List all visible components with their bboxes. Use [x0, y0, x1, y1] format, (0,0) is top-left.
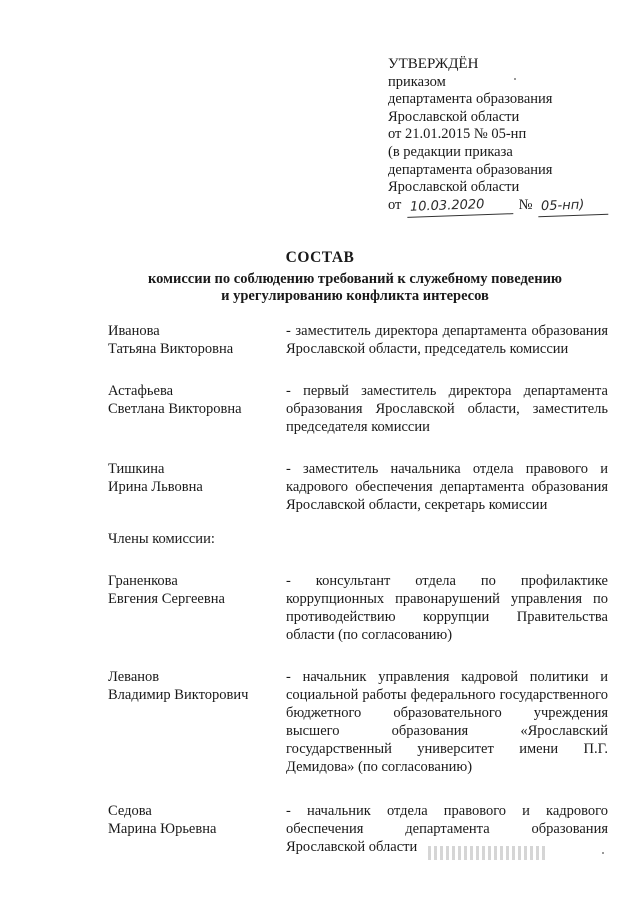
members-heading: Члены комиссии:	[108, 531, 215, 547]
member-role: - начальник управления кадровой политики и социальной работы федерального государственного бюджетного образовательного учреждения высшего образования «Ярославский государственный университет имени П.Г. Демидова» (по согласованию)	[286, 669, 608, 775]
member-row	[108, 382, 608, 436]
member-surname: Граненкова	[108, 573, 178, 589]
member-surname: Астафьева	[108, 383, 174, 399]
approval-line: от 21.01.2015 № 05-нп	[388, 126, 527, 143]
member-surname: Леванов	[108, 669, 160, 685]
approval-line: (в редакции приказа	[388, 143, 513, 160]
member-name	[108, 668, 286, 776]
member-row	[108, 668, 608, 776]
member-surname: Седова	[108, 803, 152, 819]
member-name	[108, 572, 286, 644]
member-surname: Иванова	[108, 323, 160, 339]
member-role: - консультант отдела по профилактике коррупционных правонарушений управления по противодействию коррупции Правительства области (по согласованию)	[286, 573, 608, 643]
title-subheading: комиссии по соблюдению требований к служебному поведению	[147, 271, 563, 287]
member-name	[108, 322, 286, 358]
member-given-names: Владимир Викторович	[108, 687, 249, 703]
handwritten-number: 05-нп)	[538, 196, 609, 217]
approval-line: Ярославской области	[388, 179, 520, 196]
approval-line: приказом	[388, 73, 446, 90]
member-role: - заместитель начальника отдела правового и кадрового обеспечения департамента образования Ярославской области, секретарь комиссии	[286, 461, 608, 513]
approval-line: Ярославской области	[388, 108, 520, 125]
member-given-names: Евгения Сергеевна	[108, 591, 225, 607]
member-name	[108, 460, 286, 514]
from-prefix: от	[388, 196, 402, 213]
order-date-line	[388, 197, 628, 216]
scan-speck	[602, 852, 604, 854]
approval-title: УТВЕРЖДЁН	[388, 56, 479, 72]
member-role: - первый заместитель директора департамента образования Ярославской области, заместитель председателя комиссии	[286, 383, 608, 435]
handwritten-date: 10.03.2020	[407, 195, 514, 217]
member-given-names: Ирина Львовна	[108, 479, 203, 495]
approval-line: департамента образования	[388, 161, 553, 178]
member-role: - начальник отдела правового и кадрового обеспечения департамента образования Ярославской области	[286, 803, 608, 855]
faint-stamp-mark	[428, 846, 548, 860]
member-name	[108, 382, 286, 436]
member-given-names: Татьяна Викторовна	[108, 341, 234, 357]
number-sign: №	[518, 196, 533, 213]
member-row	[108, 572, 608, 644]
title-subheading: и урегулированию конфликта интересов	[221, 288, 489, 304]
approval-block	[388, 56, 628, 215]
member-role: - заместитель директора департамента образования Ярославской области, председатель комиссии	[286, 323, 608, 357]
document-title	[0, 248, 640, 305]
member-row	[108, 322, 608, 358]
member-row	[108, 460, 608, 514]
scan-speck	[514, 78, 516, 80]
member-surname: Тишкина	[108, 461, 165, 477]
commission-list	[108, 322, 608, 880]
member-name	[108, 802, 286, 856]
approval-line: департамента образования	[388, 91, 553, 108]
title-heading: СОСТАВ	[285, 249, 355, 266]
member-given-names: Светлана Викторовна	[108, 401, 242, 417]
member-given-names: Марина Юрьевна	[108, 821, 217, 837]
